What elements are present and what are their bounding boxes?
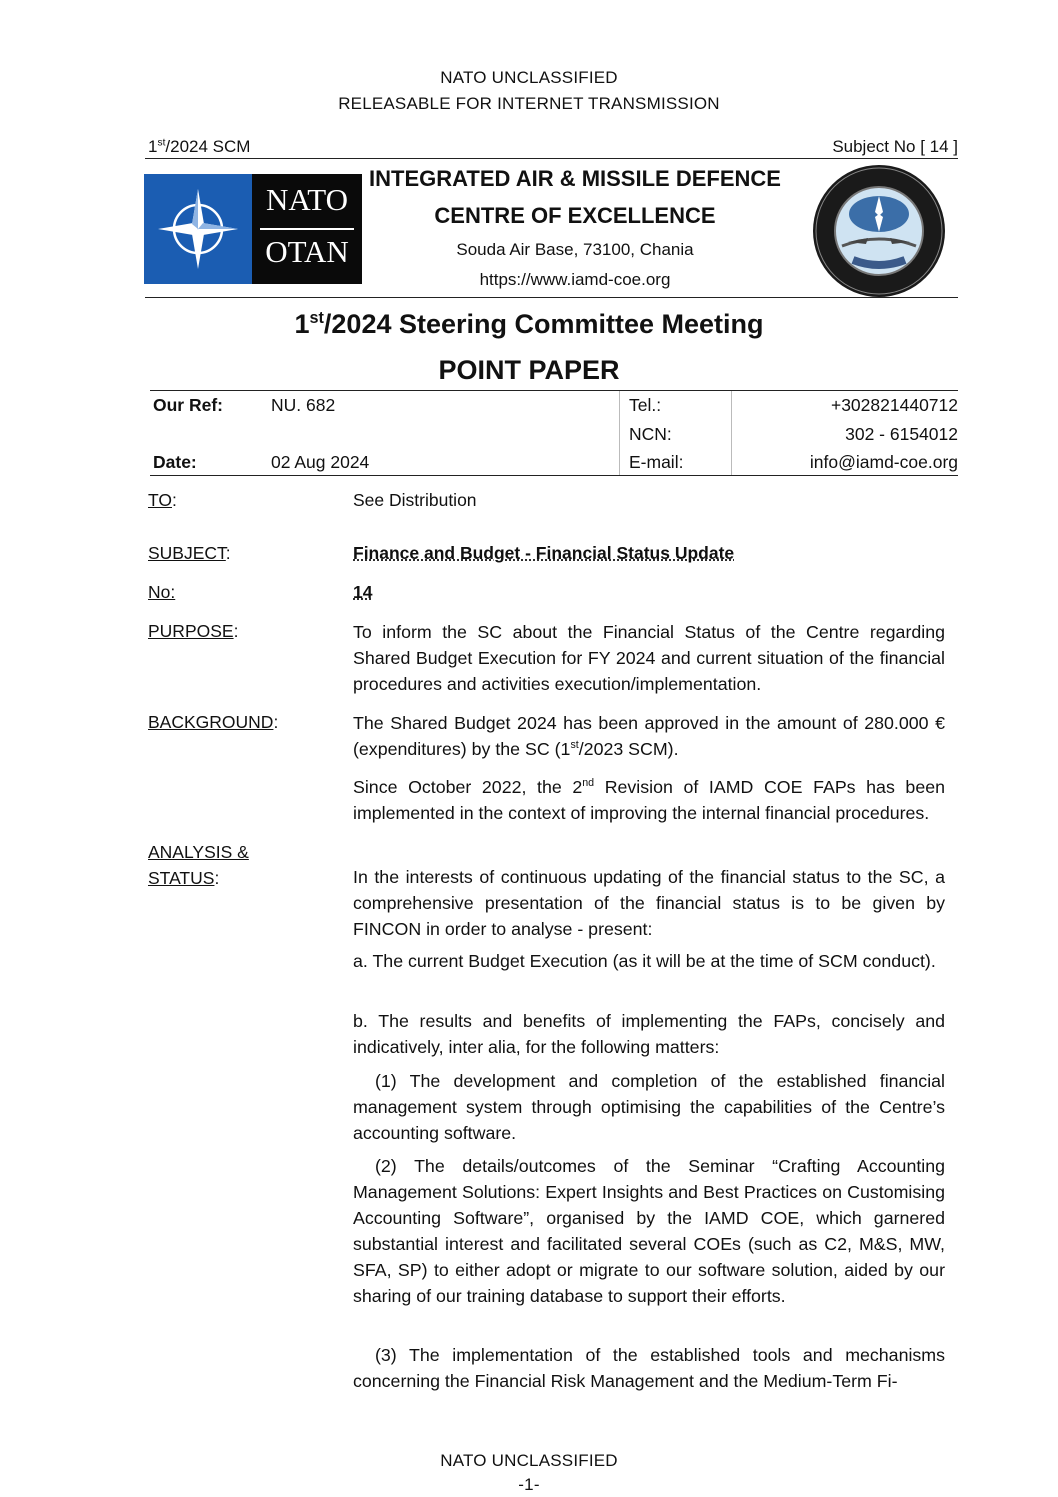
- org-name-line1: INTEGRATED AIR & MISSILE DEFENCE: [369, 166, 781, 191]
- subject-value: Finance and Budget - Financial Status Update: [353, 543, 735, 563]
- otan-logo-text: OTAN: [265, 234, 349, 269]
- subject-number: Subject No [ 14 ]: [832, 137, 958, 156]
- ref-rule-top: [150, 390, 958, 391]
- date-value: 02 Aug 2024: [271, 452, 370, 472]
- number-value: 14: [353, 582, 373, 602]
- analysis-label-line2: STATUS:: [148, 868, 220, 888]
- subject-label: SUBJECT:: [148, 543, 231, 563]
- org-name-line2: CENTRE OF EXCELLENCE: [434, 203, 716, 228]
- our-ref-label: Our Ref:: [153, 395, 223, 415]
- analysis-item-b2: (2) The details/outcomes of the Seminar “Crafting Accounting Management Solutions: Expert Insights and Best Practices on Customising Accounting Software”, organised by the IAMD COE, which garnered substantial interest and facilitated several COEs (such as C2, M&S, MW, SFA, SP) to either adopt or migrate to our software solution, aided by our sharing of our training database to support their efforts.: [353, 1156, 945, 1306]
- analysis-item-b: b. The results and benefits of implementing the FAPs, concisely and indicatively, inter alia, for the following matters:: [353, 1011, 945, 1057]
- nato-logo-text: NATO: [265, 182, 349, 217]
- background-label: BACKGROUND:: [148, 712, 279, 732]
- meeting-ref: 1st/2024 SCM: [148, 137, 251, 156]
- to-value: See Distribution: [353, 490, 477, 510]
- org-address: Souda Air Base, 73100, Chania: [456, 240, 694, 259]
- tel-label: Tel.:: [629, 395, 662, 415]
- our-ref-value: NU. 682: [271, 395, 336, 415]
- page-title: 1st/2024 Steering Committee Meeting: [294, 309, 764, 339]
- nato-logo: [144, 174, 362, 284]
- tel-value: +302821440712: [830, 395, 958, 415]
- page-subtitle: POINT PAPER: [438, 355, 620, 385]
- background-paragraph-1: The Shared Budget 2024 has been approved in the amount of 280.000 € (expenditures) by the SC (1st/2023 SCM).: [353, 713, 945, 759]
- iamd-coe-emblem-icon: [808, 162, 950, 300]
- org-website: https://www.iamd-coe.org: [479, 270, 671, 289]
- ncn-label: NCN:: [629, 424, 672, 444]
- email-label: E-mail:: [629, 452, 684, 472]
- analysis-item-b3: (3) The implementation of the established tools and mechanisms concerning the Financial Risk Management and the Medium-Term Fi-: [353, 1345, 945, 1391]
- header-rule-bottom: [145, 297, 958, 298]
- purpose-text: To inform the SC about the Financial Status of the Centre regarding Shared Budget Execution for FY 2024 and current situation of the financial procedures and activities execution/implementation.: [353, 622, 945, 694]
- analysis-label-line1: ANALYSIS &: [148, 842, 249, 862]
- analysis-item-b1: (1) The development and completion of the established financial management system through optimising the capabilities of the Centre’s accounting software.: [353, 1071, 945, 1143]
- email-value: info@iamd-coe.org: [809, 452, 958, 472]
- header-rule-top: [145, 158, 958, 159]
- number-label: No:: [148, 582, 176, 602]
- page-number: -1-: [518, 1475, 540, 1494]
- purpose-label: PURPOSE:: [148, 621, 239, 641]
- analysis-item-a: a. The current Budget Execution (as it will be at the time of SCM conduct).: [353, 951, 936, 971]
- ncn-value: 302 - 6154012: [845, 424, 958, 444]
- iamd-coe-badge: [808, 162, 950, 300]
- background-paragraph-2: Since October 2022, the 2nd Revision of IAMD COE FAPs has been implemented in the context of improving the internal financial procedures.: [353, 777, 945, 823]
- classification-top-line1: NATO UNCLASSIFIED: [440, 68, 618, 87]
- classification-top-line2: RELEASABLE FOR INTERNET TRANSMISSION: [338, 94, 720, 113]
- classification-bottom: NATO UNCLASSIFIED: [440, 1451, 618, 1470]
- nato-compass-icon: [144, 174, 252, 284]
- ref-rule-bottom: [150, 475, 958, 476]
- analysis-paragraph-1: In the interests of continuous updating of the financial status to the SC, a comprehensive presentation of the financial status is to be given by FINCON in order to analyse - present:: [353, 867, 945, 939]
- date-label: Date:: [153, 452, 197, 472]
- to-label: TO:: [148, 490, 177, 510]
